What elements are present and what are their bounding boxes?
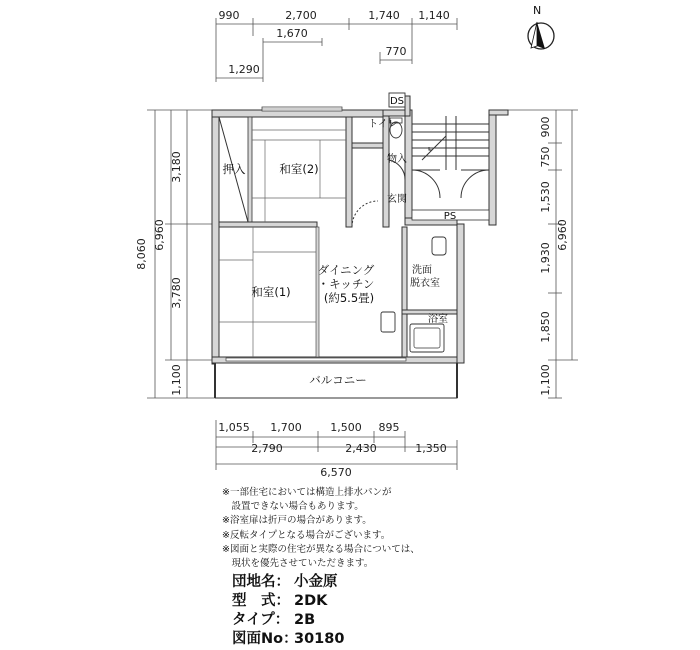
label-ds: DS — [389, 96, 405, 107]
dim-right-1850: 1,850 — [539, 311, 552, 343]
dim-left-1100: 1,100 — [170, 364, 183, 396]
note-line: ※反転タイプとなる場合がございます。 — [222, 529, 391, 541]
compass-north-label: N — [533, 4, 542, 17]
note-line: 設置できない場合もあります。 — [222, 501, 364, 513]
room-genkan: 玄関 — [387, 194, 407, 205]
info-kata-value: 2DK — [294, 593, 328, 609]
dim-left-8060: 8,060 — [135, 238, 148, 270]
dim-bottom-1350: 1,350 — [415, 442, 447, 455]
left-dimensions — [135, 110, 214, 398]
info-type-value: 2B — [294, 612, 316, 628]
room-oshiire: 押入 — [222, 162, 246, 176]
notes — [222, 486, 420, 571]
note-line: ※浴室扉は折戸の場合があります。 — [222, 515, 372, 527]
room-dining-line2: ・キッチン — [317, 277, 375, 291]
tatami-washitsu2 — [252, 130, 346, 222]
dim-top-1290: 1,290 — [228, 63, 260, 76]
info-zumen-label: 図面No： — [232, 631, 298, 647]
info-zumen-value: 30180 — [294, 631, 345, 647]
dim-bottom-1500: 1,500 — [330, 421, 362, 434]
stairs — [412, 116, 489, 170]
info-kata-label: 型 式： — [232, 593, 290, 609]
dim-bottom-2430: 2,430 — [345, 442, 377, 455]
dim-right-1930: 1,930 — [539, 242, 552, 274]
info-zumen — [232, 630, 344, 649]
dim-right-1100: 1,100 — [539, 364, 552, 396]
room-washitsu2: 和室(2) — [279, 162, 319, 176]
room-yokushitsu: 浴室 — [428, 314, 448, 325]
dim-right-1530: 1,530 — [539, 181, 552, 213]
info-type — [232, 611, 344, 630]
room-dining-line1: ダイニング — [317, 263, 375, 277]
info-type-label: タイプ： — [232, 612, 290, 628]
dim-top-1740: 1,740 — [368, 9, 400, 22]
info-kata — [232, 592, 344, 611]
property-info — [232, 573, 344, 649]
info-danchi-label: 団地名： — [232, 574, 290, 590]
dim-top-990: 990 — [218, 9, 240, 22]
label-ps: PS — [443, 211, 457, 222]
note-line: ※一部住宅においては構造上排水パンが — [222, 487, 392, 498]
dim-bottom-1055: 1,055 — [218, 421, 250, 434]
dim-right-6960: 6,960 — [556, 219, 569, 251]
dim-left-3180: 3,180 — [170, 151, 183, 183]
dim-top-1140: 1,140 — [418, 9, 450, 22]
dim-right-900: 900 — [539, 116, 552, 138]
dim-bottom-2790: 2,790 — [251, 442, 283, 455]
room-monoire: 物入 — [387, 154, 407, 165]
info-danchi — [232, 573, 344, 592]
dim-bottom-6570: 6,570 — [320, 466, 352, 479]
room-senmen-line2: 脱衣室 — [410, 278, 440, 289]
note-line: 現状を優先させていただきます。 — [222, 558, 374, 570]
dim-top-1670: 1,670 — [276, 27, 308, 40]
dim-top-2700: 2,700 — [285, 9, 317, 22]
dim-left-6960: 6,960 — [153, 219, 166, 251]
room-senmen-line1: 洗面 — [412, 265, 432, 276]
unit-walls — [212, 93, 508, 364]
info-danchi-value: 小金原 — [294, 574, 338, 590]
room-washitsu1: 和室(1) — [251, 285, 291, 299]
dim-bottom-895: 895 — [378, 421, 400, 434]
dim-bottom-1700: 1,700 — [270, 421, 302, 434]
room-toilet: トイレ — [368, 119, 398, 130]
fixtures — [381, 237, 446, 352]
room-dining-line3: (約5.5畳) — [323, 291, 375, 305]
dim-right-750: 750 — [539, 146, 552, 168]
right-dimensions — [508, 110, 578, 398]
bottom-dimensions — [216, 420, 457, 479]
north-compass — [528, 4, 554, 49]
top-dimensions — [216, 9, 457, 82]
room-balcony: バルコニー — [309, 373, 367, 387]
note-line: ※図面と実際の住宅が異なる場合については、 — [222, 543, 420, 555]
dim-top-770: 770 — [385, 45, 407, 58]
dim-left-3780: 3,780 — [170, 277, 183, 309]
